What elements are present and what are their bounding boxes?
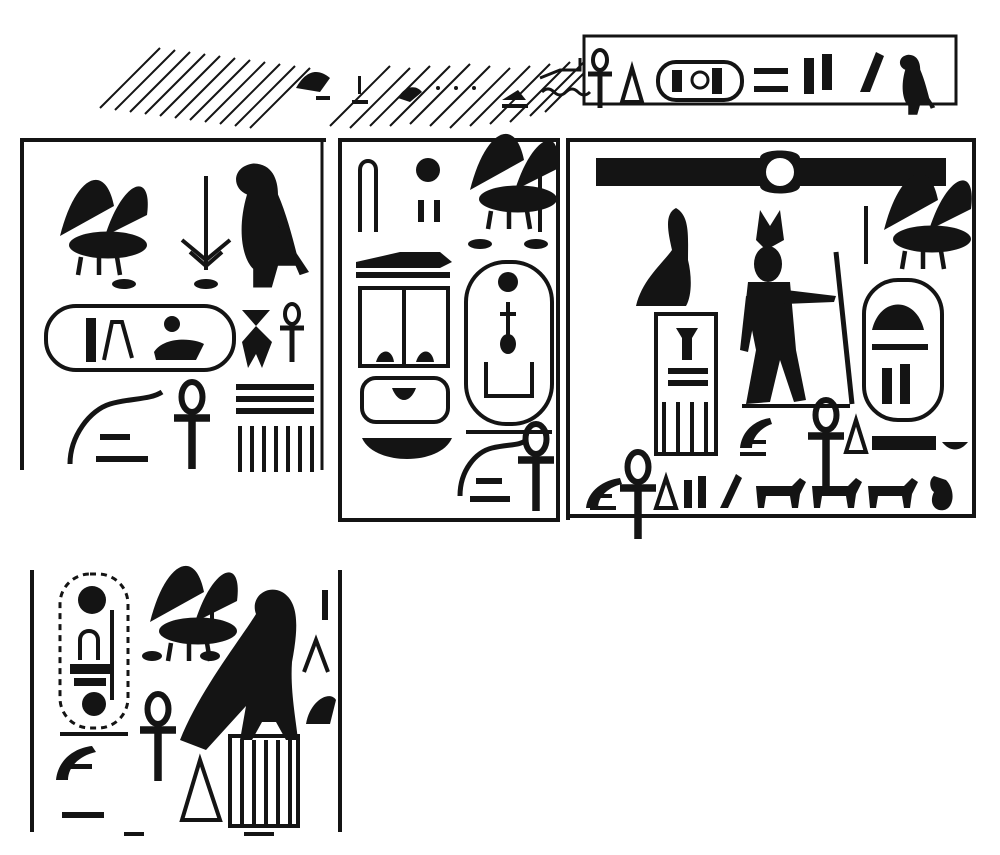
horizontal-bars <box>236 384 314 414</box>
sedge-plant <box>182 176 230 270</box>
panel-4 <box>32 566 340 836</box>
vertical-strokes <box>238 426 314 472</box>
hatched-damage <box>100 48 584 128</box>
animal-row <box>756 476 953 510</box>
panel-1 <box>22 140 326 472</box>
top-band-frame <box>540 36 956 115</box>
king-figure <box>740 210 836 404</box>
panel-2 <box>340 134 558 520</box>
bottom-row-glyphs <box>586 474 742 510</box>
panel-3 <box>568 140 974 539</box>
